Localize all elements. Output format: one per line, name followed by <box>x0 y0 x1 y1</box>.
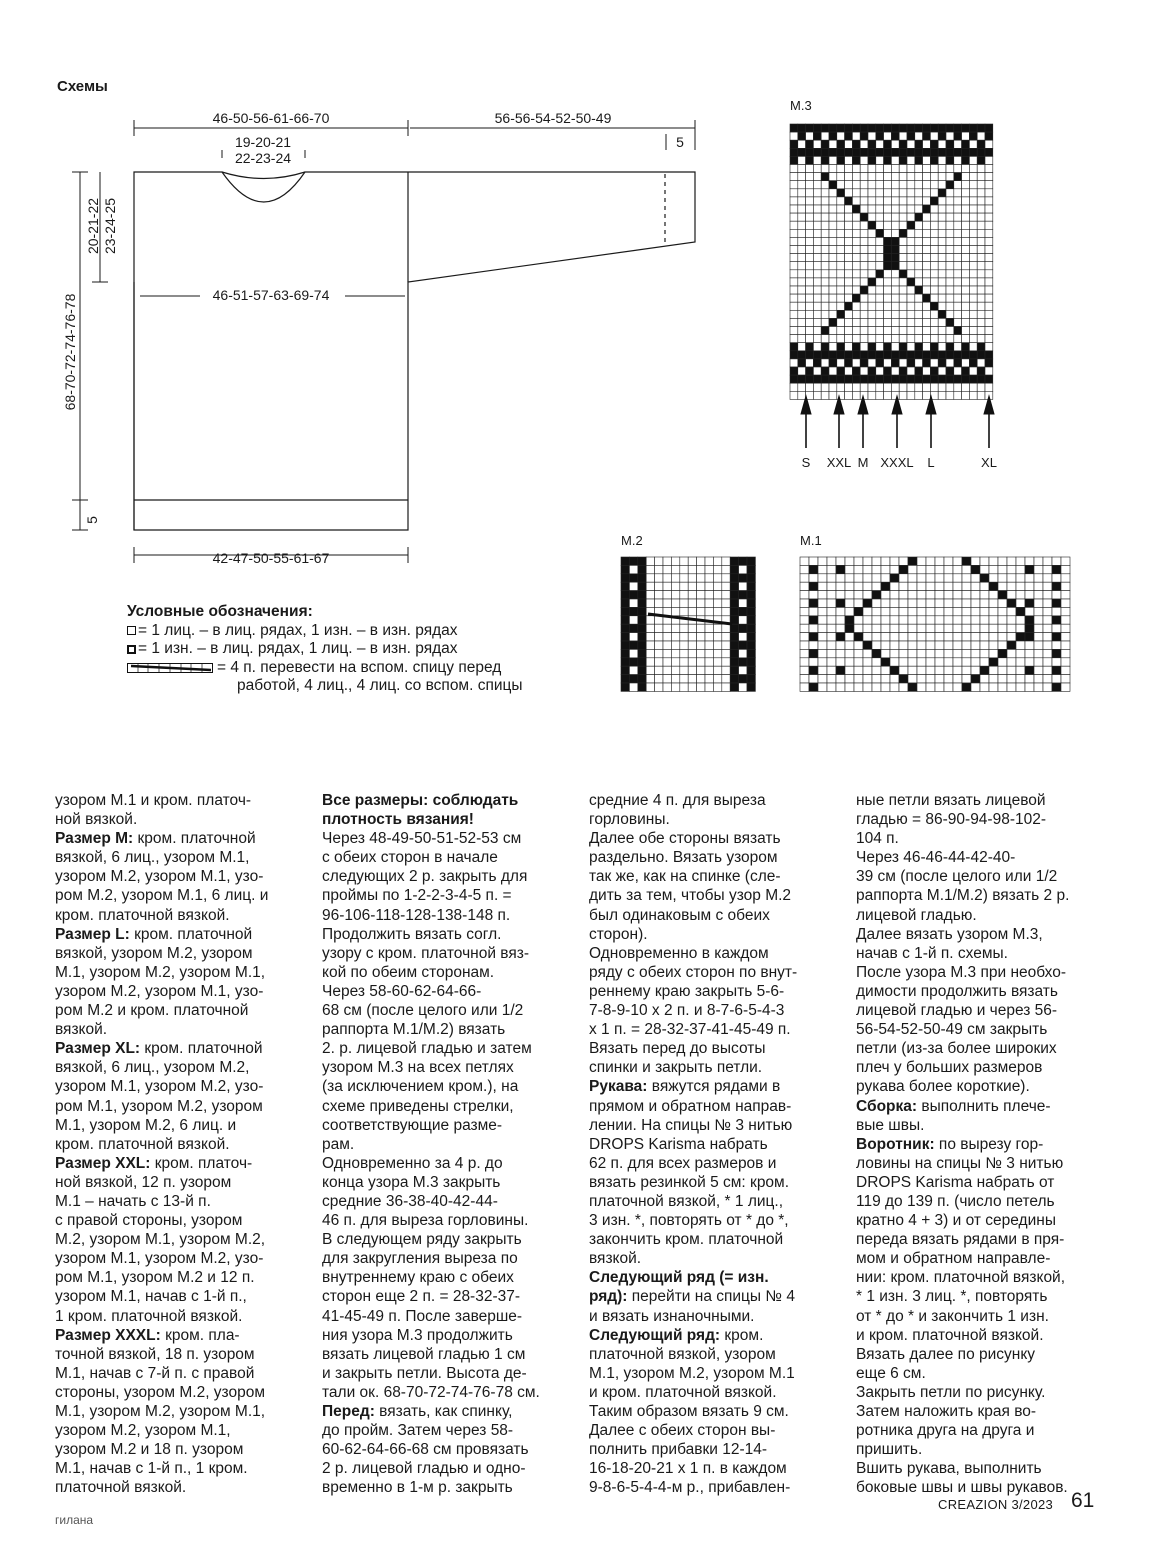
empty-square-icon <box>127 626 136 635</box>
sleeve-length-label: 56-56-54-52-50-49 <box>494 110 612 126</box>
size-label-l: L <box>927 455 935 470</box>
chart-m2-label: M.2 <box>621 533 643 548</box>
chart-m3-label: M.3 <box>790 98 812 113</box>
sweater-outline <box>134 172 695 530</box>
text-run: кром. платоч- ной вязкой, 12 п. узором М.1 – начать с 13-й п. с правой стороны, узором М.2, узором М.1, узором М.2, узором М.1, узором М.2, узо- ром М.1, узором М.2 и 12 п. узором М.1, начав с 1-й п., 1 кром. платочной вязкой. <box>55 1154 266 1325</box>
filled-square-icon <box>127 645 136 654</box>
chest-width-label: 46-51-57-63-69-74 <box>212 287 330 303</box>
legend-filled-text: = 1 изн. – в лиц. рядах, 1 лиц. – в изн. рядах <box>138 640 458 657</box>
legend <box>127 603 523 696</box>
top-width-label: 46-50-56-61-66-70 <box>212 110 330 126</box>
size-label-xxxl: XXXL <box>880 455 914 470</box>
text-run: кром. платочной вязкой, узором М.1, узором М.2, узором М.1 и кром. платочной вязкой. Таким образом вязать 9 см. Далее с обеих сторон вы- полнить прибавки 12-14- 16-18-20-21 х 1 п. в каждом 9-8-6-5-4-4-м р., прибавлен- <box>589 1326 795 1497</box>
sleeve-cuff-label: 5 <box>676 134 684 150</box>
text-column-2 <box>322 791 572 1497</box>
footer-credit: гилана <box>55 1513 94 1527</box>
text-heading: Размер XL: <box>55 1040 141 1058</box>
neck-width-label-1: 19-20-21 <box>234 134 292 150</box>
text-heading: Следующий ряд: <box>589 1326 721 1344</box>
legend-heading: Условные обозначения: <box>127 603 313 620</box>
text-heading: Воротник: <box>856 1135 935 1153</box>
legend-cable-text-1: = 4 п. перевести на вспом. спицу перед <box>217 658 502 676</box>
chart-m1-label: M.1 <box>800 533 822 548</box>
text-heading: Размер L: <box>55 925 130 943</box>
chart-m2-grid <box>621 557 755 691</box>
armhole-label-2: 23-24-25 <box>102 197 118 255</box>
text-column-4 <box>856 791 1106 1497</box>
text-run: узором М.1 и кром. платоч- ной вязкой. <box>55 792 252 829</box>
chart-m1-grid <box>800 557 1070 691</box>
text-column-3 <box>589 791 839 1497</box>
legend-row-empty <box>127 622 523 641</box>
legend-row-cable <box>127 659 523 678</box>
text-run: вяжутся рядами в прямом и обратном направ- лении. На спицы № 3 нитью DROPS Karisma набрать 62 п. для всех размеров и вязать резинкой 5 см: кром. платочной вязкой, * 1 лиц., 3 изн. *, повторять от * до *, закончить кром. платочной вязкой. <box>589 1078 793 1268</box>
text-heading: Следующий ряд (= изн. ряд): <box>589 1269 769 1306</box>
text-run: по вырезу гор- ловины на спицы № 3 нитью DROPS Karisma набрать от 119 до 139 п. (число петель кратно 4 + 3) и от середины переда вязать рядами в пря- мом и обратном направле- нии: кром. платочной вязкой, * 1 изн. 3 лиц. *, повторять от * до * и закончить 1 изн. и кром. платочной вязкой. Вязать далее по рисунку еще 6 см. Закрыть петли по рисунку. Затем наложить края во- ротника друга на друга и пришить. Вшить рукава, выполнить боковые швы и швы рукавов. <box>856 1135 1068 1497</box>
text-run: ные петли вязать лицевой гладью = 86-90-94-98-102- 104 п. Через 46-46-44-42-40- 39 см (после целого или 1/2 раппорта М.1/М.2) вязать 2 р. лицевой гладью. Далее вязать узором М.3, начав с 1-й п. схемы. После узора М.3 при необхо- димости продолжить вязать лицевой гладью и через 56- 56-54-52-50-49 см закрыть петли (из-за более широких плеч у больших размеров рукава более короткие). <box>856 792 1070 1096</box>
size-label-xl: XL <box>981 455 997 470</box>
legend-cable-text-2: работой, 4 лиц., 4 лиц. со вспом. спицы <box>237 677 523 694</box>
text-run: кром. пла- точной вязкой, 18 п. узором М.1, начав с 7-й п. с правой стороны, узором М.2, узором М.1, узором М.2, узором М.1, узором М.2, узором М.1, узором М.2 и 18 п. узором М.1, начав с 1-й п., 1 кром. платочной вязкой. <box>55 1326 266 1497</box>
size-label-m: M <box>857 455 869 470</box>
text-run: Через 48-49-50-51-52-53 см с обеих сторон в начале следующих 2 р. закрыть для проймы по 1-2-2-3-4-5 п. = 96-106-118-128-138-148 п. Продолжить вязать согл. узору с кром. платочной вяз- кой по обеим сторонам. Через 58-60-62-64-66- 68 см (после целого или 1/2 раппорта М.1/М.2) вязать 2. р. лицевой гладью и затем узором М.3 на всех петлях (за исключением кром.), на схеме приведены стрелки, соответствующие разме- рам. Одновременно за 4 р. до конца узора М.3 закрыть средние 36-38-40-42-44- 46 п. для выреза горловины. В следующем ряду закрыть для закругления выреза по внутреннему краю с обеих сторон еще 2 п. = 28-32-37- 41-45-49 п. После заверше- ния узора М.3 продолжить вязать лицевой гладью 1 см и закрыть петли. Высота де- тали ок. 68-70-72-74-76-78 см. <box>322 830 540 1401</box>
text-heading: Перед: <box>322 1403 375 1420</box>
size-arrows <box>801 396 994 448</box>
bottom-rib-label: 5 <box>84 516 100 524</box>
text-run: выполнить плече- вые швы. <box>856 1097 1051 1134</box>
text-column-1 <box>55 791 305 1497</box>
size-arrow-labels <box>802 455 997 470</box>
text-heading: Сборка: <box>856 1097 918 1115</box>
chart-m3-grid <box>790 124 993 399</box>
size-label-s: S <box>801 455 811 470</box>
legend-row-filled <box>127 640 523 659</box>
text-run: кром. платочной вязкой, 6 лиц., узором М.2, узором М.1, узором М.2, узо- ром М.1, узором М.2, узором М.1, узором М.2, 6 лиц. и кром. платочной вязкой. <box>55 1040 264 1153</box>
text-heading: Все размеры: соблюдать плотность вязания! <box>322 792 519 829</box>
text-run: вязать, как спинку, до пройм. Затем через 58- 60-62-64-66-68 см провязать 2 р. лицевой гладью и одно- временно в 1-м р. закрыть <box>322 1403 529 1497</box>
neck-width-label-2: 22-23-24 <box>234 150 292 166</box>
legend-empty-text: = 1 лиц. – в лиц. рядах, 1 изн. – в изн. рядах <box>138 621 458 639</box>
text-heading: Размер М: <box>55 830 134 848</box>
footer-magazine: CREAZION 3/2023 <box>938 1497 1054 1512</box>
text-heading: Размер XXXL: <box>55 1326 161 1344</box>
text-run: кром. платочной вязкой, узором М.2, узором М.1, узором М.2, узором М.1, узором М.2, узором М.1, узо- ром М.2 и кром. платочной вязкой. <box>55 925 266 1039</box>
dimension-lines <box>72 120 695 563</box>
total-length-label: 68-70-72-74-76-78 <box>62 293 78 411</box>
text-run: кром. платочной вязкой, 6 лиц., узором М.1, узором М.2, узором М.1, узо- ром М.2, узором М.1, 6 лиц. и кром. платочной вязкой. <box>55 830 269 924</box>
armhole-label-1: 20-21-22 <box>85 197 101 255</box>
text-heading: Размер XXL: <box>55 1154 151 1172</box>
section-title: Схемы <box>57 78 108 95</box>
bottom-width-label: 42-47-50-55-61-67 <box>212 550 330 566</box>
page-number: 61 <box>1071 1489 1095 1512</box>
text-heading: Рукава: <box>589 1078 648 1096</box>
text-run: средние 4 п. для выреза горловины. Далее обе стороны вязать раздельно. Вязать узором так же, как на спинке (сле- дить за тем, чтобы узор М.2 был одинаковым с обеих сторон). Одновременно в каждом ряду с обеих сторон по внут- реннему краю закрыть 5-6- 7-8-9-10 х 2 п. и 8-7-6-5-4-3 х 1 п. = 28-32-37-41-45-49 п. Вязать перед до высоты спинки и закрыть петли. <box>589 792 798 1077</box>
text-run: перейти на спицы № 4 и вязать изнаночными. <box>589 1288 795 1325</box>
size-label-xxl: XXL <box>826 455 852 470</box>
cable-symbol-icon <box>127 663 213 673</box>
